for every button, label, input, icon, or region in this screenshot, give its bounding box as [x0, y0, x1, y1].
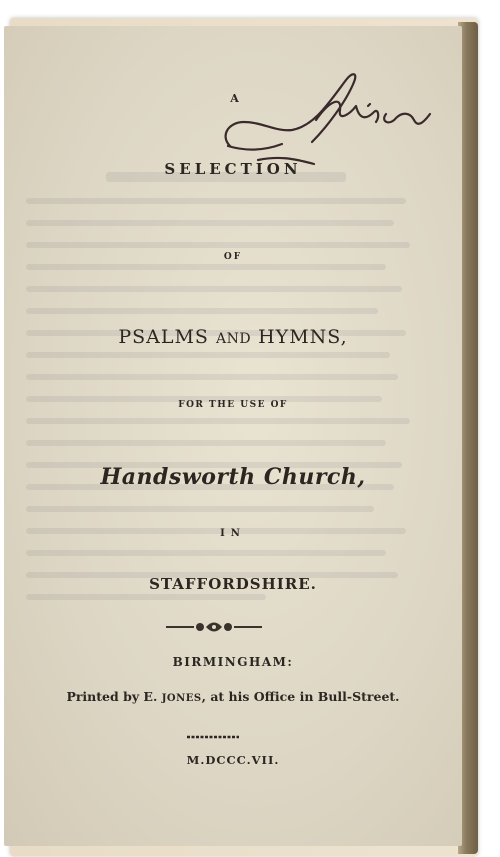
- handwritten-signature-icon: [218, 66, 442, 166]
- title-in: IN: [220, 528, 246, 539]
- imprint-pre: Printed by E.: [66, 689, 158, 704]
- title-church: Handsworth Church,: [100, 464, 366, 490]
- title-county: STAFFORDSHIRE.: [149, 575, 317, 593]
- imprint-post: , at his Office in Bull-Street.: [201, 689, 400, 704]
- imprint-place: BIRMINGHAM:: [172, 655, 294, 669]
- article-a: A: [230, 92, 240, 105]
- title-psalms-and-hymns: [4, 326, 462, 348]
- title-page: [4, 26, 462, 846]
- imprint-name: JONES: [161, 693, 202, 704]
- imprint-printer: [4, 689, 462, 704]
- title-of: OF: [223, 252, 243, 262]
- title-hymns: HYMNS,: [258, 326, 348, 348]
- title-psalms: PSALMS: [118, 326, 209, 348]
- decorative-rule-icon: [187, 734, 239, 740]
- title-for-the-use-of: FOR THE USE OF: [178, 400, 288, 410]
- title-selection: SELECTION: [164, 160, 302, 178]
- title-and: AND: [215, 331, 252, 347]
- imprint-date: M.DCCC.VII.: [186, 753, 280, 767]
- printers-ornament-icon: [164, 618, 264, 636]
